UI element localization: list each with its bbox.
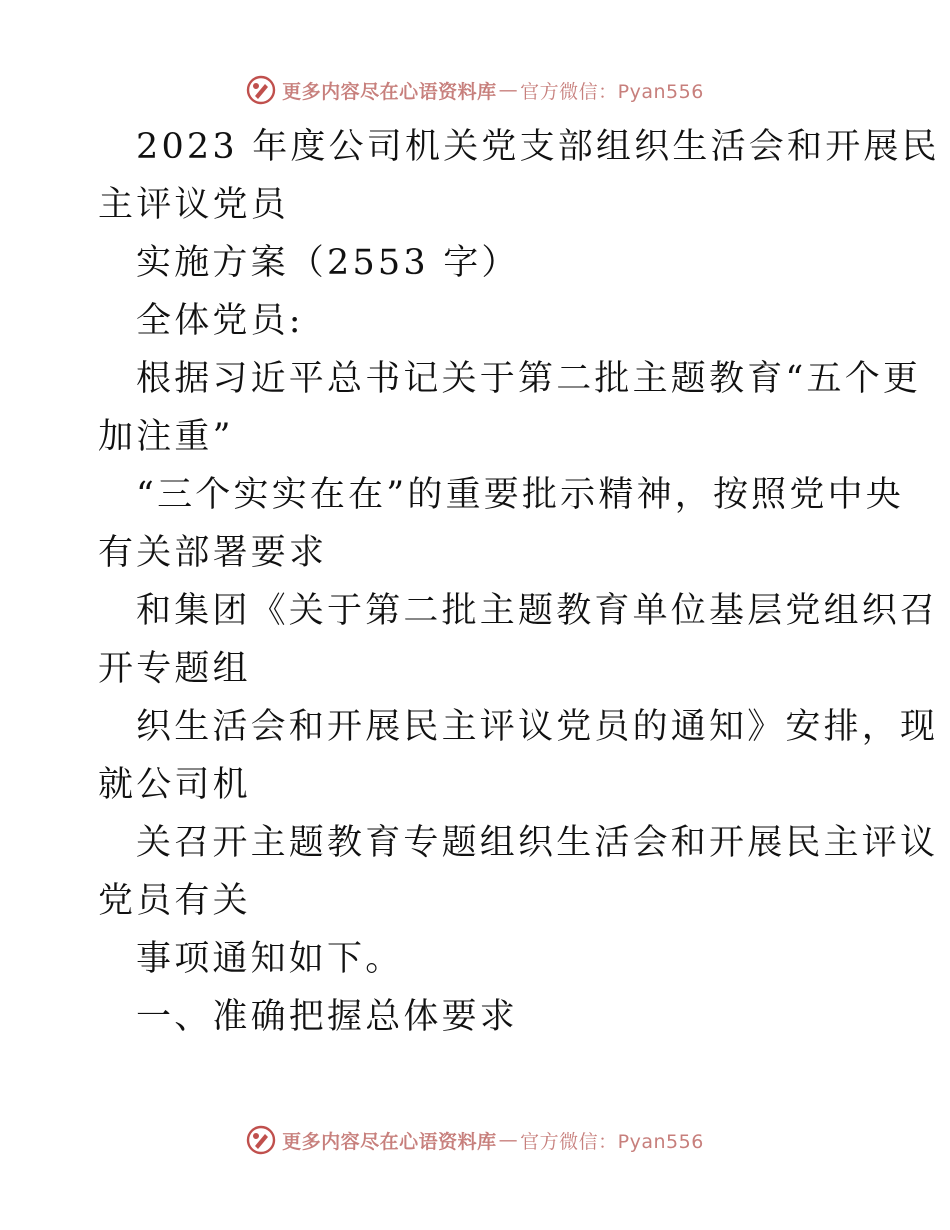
header-watermark — [0, 70, 950, 110]
doc-salutation: 全体党员: — [136, 301, 304, 341]
watermark-text: 更多内容尽在心语资料库 — [282, 1130, 497, 1153]
doc-paragraph-line: 织生活会和开展民主评议党员的通知》安排，现 — [136, 707, 939, 747]
doc-subtitle: 实施方案（2553 字） — [136, 243, 520, 283]
watermark-dash: — — [498, 1129, 519, 1151]
doc-title-line-2: 主评议党员 — [98, 185, 290, 225]
brand-logo-icon — [246, 75, 276, 105]
footer-watermark — [0, 1120, 950, 1160]
watermark-contact: 官方微信：Pyan556 — [520, 80, 704, 103]
doc-paragraph-line: 党员有关 — [98, 881, 251, 921]
doc-section-heading: 一、准确把握总体要求 — [136, 997, 519, 1037]
doc-paragraph-line: 关召开主题教育专题组织生活会和开展民主评议 — [136, 823, 939, 863]
brand-logo-icon — [246, 1125, 276, 1155]
doc-paragraph-line: 有关部署要求 — [98, 533, 328, 573]
doc-paragraph-line: 事项通知如下。 — [136, 939, 404, 979]
document-body — [98, 118, 940, 1046]
doc-title-line-1: 2023 年度公司机关党支部组织生活会和开展民 — [136, 127, 940, 167]
watermark-dash: — — [498, 79, 519, 101]
watermark-contact: 官方微信：Pyan556 — [520, 1130, 704, 1153]
doc-paragraph-line: “三个实实在在”的重要批示精神，按照党中央 — [136, 475, 904, 515]
doc-paragraph-line: 和集团《关于第二批主题教育单位基层党组织召 — [136, 591, 939, 631]
doc-paragraph-line: 根据习近平总书记关于第二批主题教育“五个更 — [136, 359, 922, 399]
doc-paragraph-line: 就公司机 — [98, 765, 251, 805]
doc-paragraph-line: 开专题组 — [98, 649, 251, 689]
doc-paragraph-line: 加注重” — [98, 417, 234, 457]
watermark-text: 更多内容尽在心语资料库 — [282, 80, 497, 103]
